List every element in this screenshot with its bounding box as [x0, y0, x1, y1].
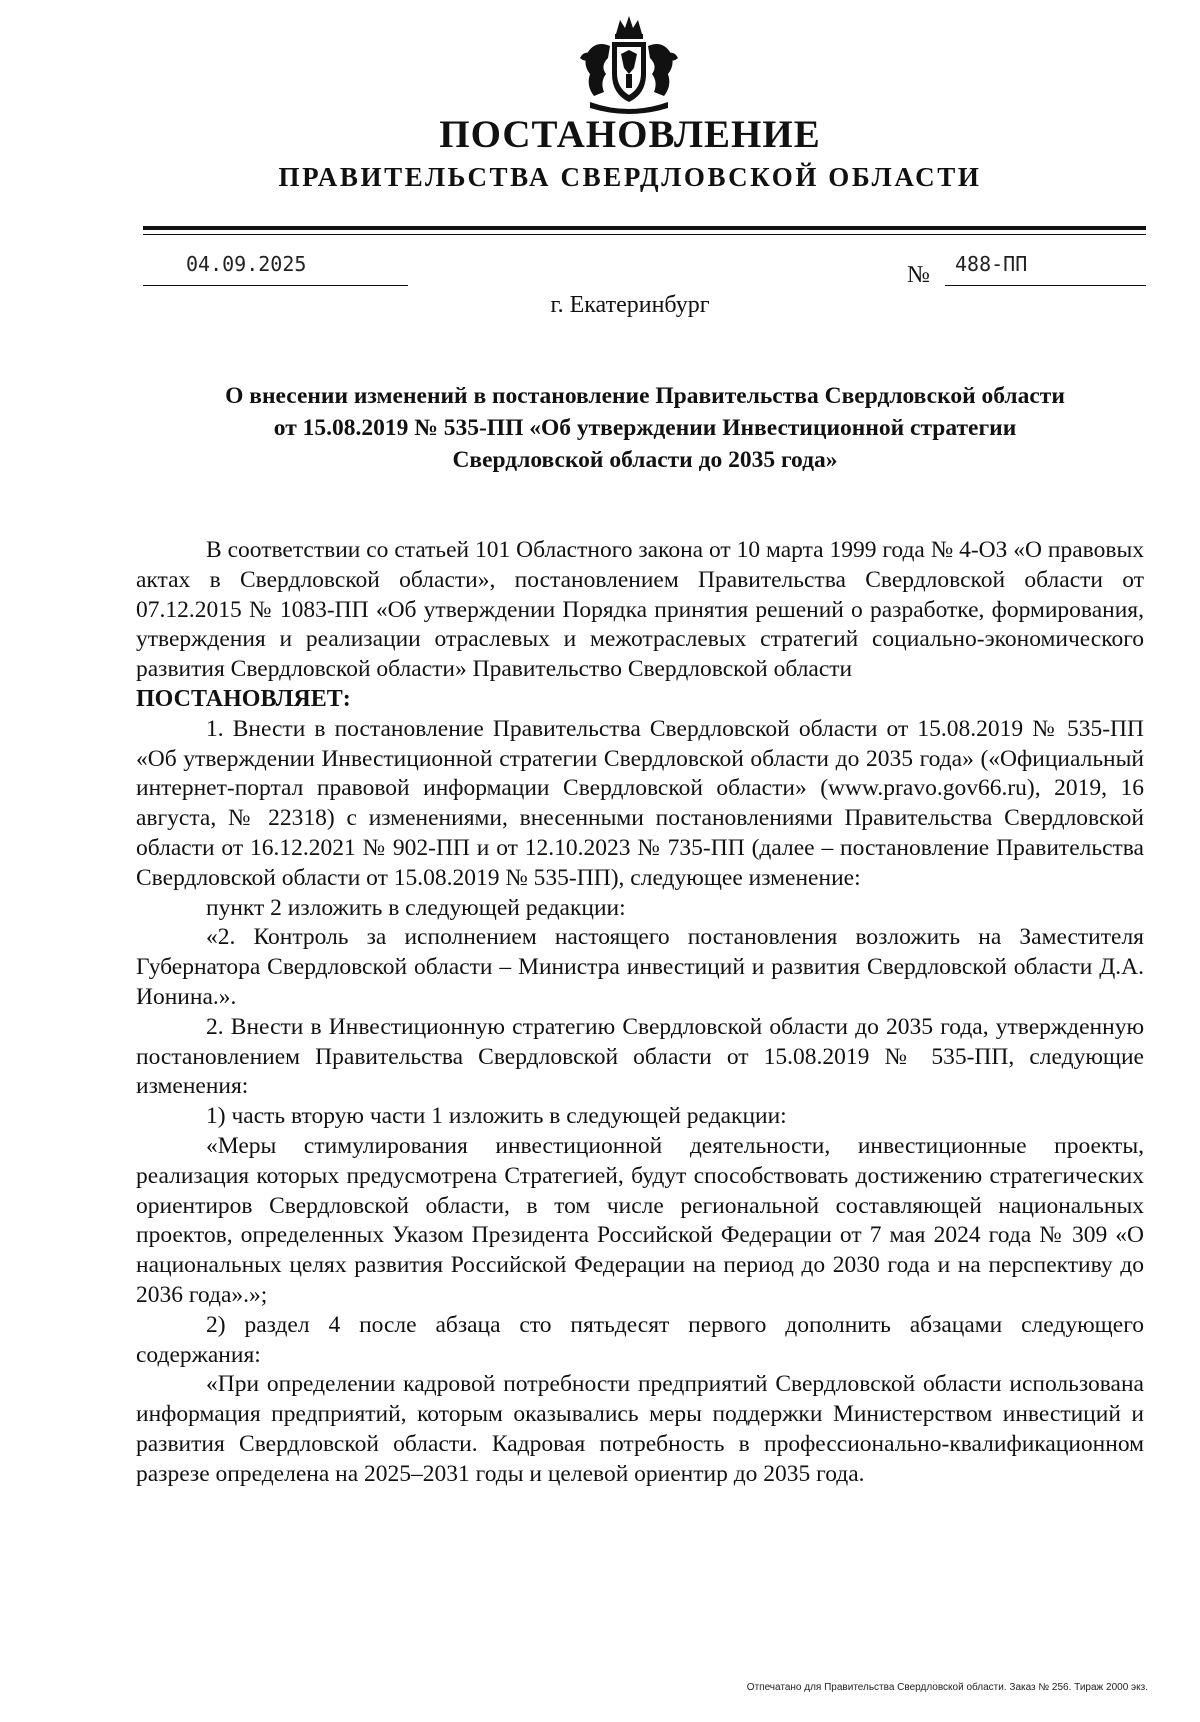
heading-line: от 15.08.2019 № 535-ПП «Об утверждении Инвестиционной стратегии — [273, 415, 1017, 441]
document-heading — [150, 380, 1140, 476]
preamble-paragraph: В соответствии со статьей 101 Областного закона от 10 марта 1999 года № 4-ОЗ «О правовых актах в Свердловской области», постановлением Правительства Свердловской области от 07.12.2015 № 1083-ПП «Об утверждении Порядка принятия решений о разработке, формирования, утверждения и реализации отраслевых и межотраслевых стратегий социально-экономического развития Свердловской области» Правительство Свердловской области — [136, 537, 1144, 683]
number-underline — [945, 285, 1146, 286]
issuer-subtitle: ПРАВИТЕЛЬСТВА СВЕРДЛОВСКОЙ ОБЛАСТИ — [278, 162, 982, 192]
print-note: Отпечатано для Правительства Свердловской области. Заказ № 256. Тираж 2000 экз. — [746, 1682, 1148, 1693]
header-divider-thick — [143, 226, 1146, 230]
date-underline — [143, 285, 408, 286]
document-number: 488-ПП — [955, 252, 1028, 276]
heading-line: Свердловской области до 2035 года» — [452, 447, 838, 473]
header-divider-thin — [143, 234, 1146, 235]
clause-1-quote: «2. Контроль за исполнением настоящего постановления возложить на Заместителя Губернатора Свердловской области – Министра инвестиций и развития Свердловской области Д.А. Ионина.». — [136, 924, 1144, 1010]
city-name: г. Екатеринбург — [550, 292, 710, 318]
clause-2-item-1-quote: «Меры стимулирования инвестиционной деятельности, инвестиционные проекты, реализация которых предусмотрена Стратегией, будут способствовать достижению стратегических ориентиров Свердловской области, в том числе региональной составляющей национальных проектов, определенных Указом Президента Российской Федерации от 7 мая 2024 года № 309 «О национальных целях развития Российской Федерации на период до 2030 года и на перспективу до 2036 года».»; — [136, 1132, 1144, 1308]
document-body — [136, 536, 1144, 1490]
clause-2-item-1: 1) часть вторую части 1 изложить в следующей редакции: — [206, 1103, 787, 1130]
heading-line: О внесении изменений в постановление Правительства Свердловской области — [225, 383, 1065, 409]
clause-2-paragraph: 2. Внести в Инвестиционную стратегию Свердловской области до 2035 года, утвержденную постановлением Правительства Свердловской области от 15.08.2019 № 535-ПП, следующие изменения: — [136, 1013, 1144, 1100]
clause-1-intro: пункт 2 изложить в следующей редакции: — [206, 894, 626, 921]
coat-of-arms-icon — [570, 12, 688, 120]
clause-1-paragraph: 1. Внести в постановление Правительства Свердловской области от 15.08.2019 № 535-ПП «Об утверждении Инвестиционной стратегии Свердловской области до 2035 года» («Официальный интернет-портал правовой информации Свердловской области» (www.pravo.gov66.ru), 2019, 16 августа, № 22318) с изменениями, внесенными постановлениями Правительства Свердловской области от 16.12.2021 № 902-ПП и от 12.10.2023 № 735-ПП (далее – постановление Правительства Свердловской области от 15.08.2019 № 535-ПП), следующее изменение: — [136, 715, 1144, 891]
document-type-title: ПОСТАНОВЛЕНИЕ — [439, 113, 821, 156]
document-date: 04.09.2025 — [186, 252, 307, 276]
clause-2-item-2-quote: «При определении кадровой потребности предприятий Свердловской области использована информация предприятий, которым оказывались меры поддержки Министерством инвестиций и развития Свердловской области. Кадровая потребность в профессионально-квалификационном разрезе определена на 2025–2031 годы и целевой ориентир до 2035 года. — [136, 1371, 1144, 1487]
resolves-heading: ПОСТАНОВЛЯЕТ: — [136, 685, 351, 712]
clause-2-item-2: 2) раздел 4 после абзаца сто пятьдесят первого дополнить абзацами следующего содержания: — [136, 1311, 1144, 1368]
number-sign: № — [907, 262, 930, 288]
